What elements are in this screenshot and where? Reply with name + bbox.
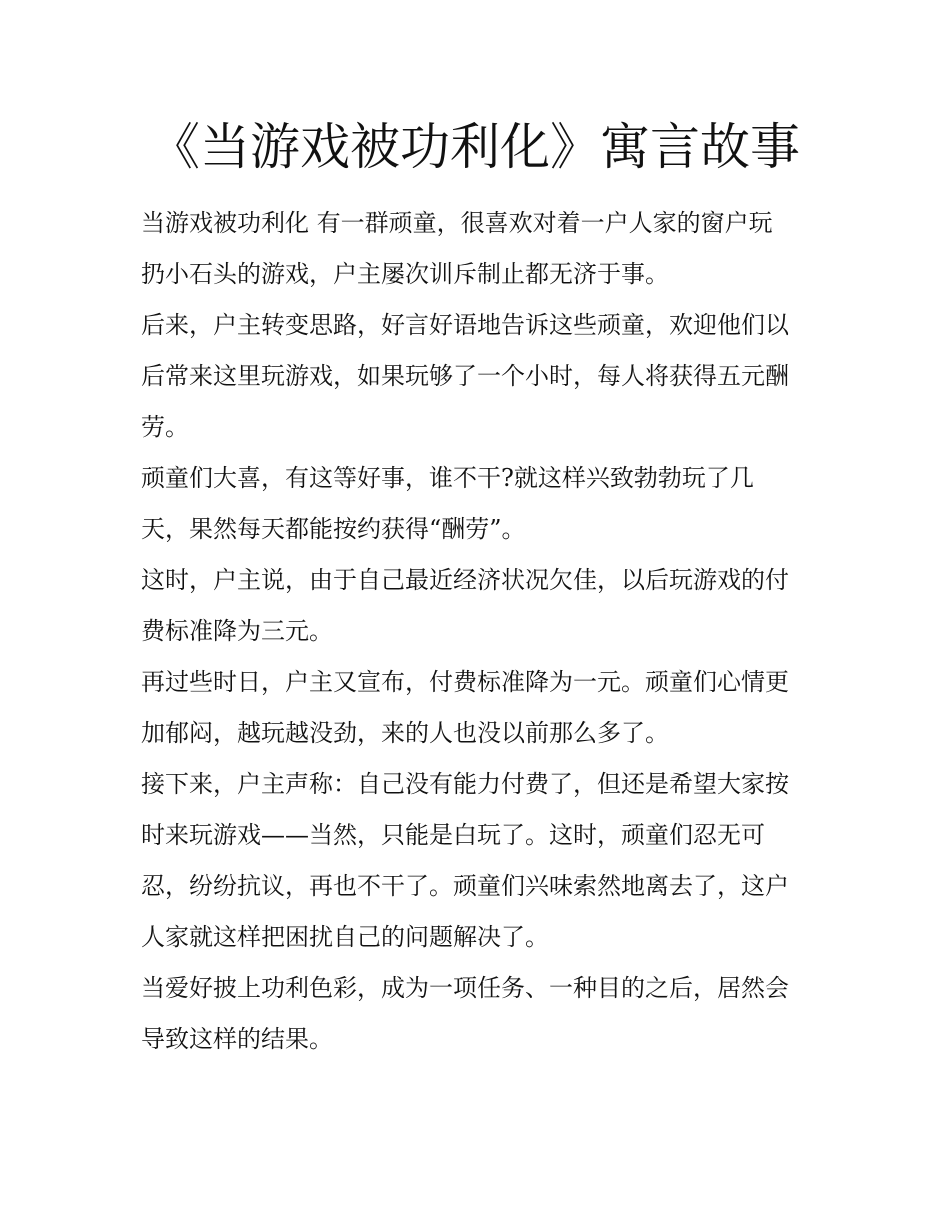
paragraph-line: 劳。	[141, 413, 189, 441]
paragraph-4	[141, 555, 816, 657]
paragraph-line: 后来，户主转变思路，好言好语地告诉这些顽童，欢迎他们以	[141, 311, 789, 339]
document-body	[141, 198, 816, 1065]
paragraph-line: 导致这样的结果。	[141, 1025, 333, 1053]
paragraph-line: 时来玩游戏——当然，只能是白玩了。这时，顽童们忍无可	[141, 821, 765, 849]
paragraph-line: 接下来，户主声称：自己没有能力付费了，但还是希望大家按	[141, 770, 789, 798]
paragraph-line: 当爱好披上功利色彩，成为一项任务、一种目的之后，居然会	[141, 974, 789, 1002]
paragraph-line: 天，果然每天都能按约获得“酬劳”。	[141, 515, 526, 543]
paragraph-2	[141, 300, 816, 453]
document-title: 《当游戏被功利化》寓言故事	[150, 118, 800, 176]
paragraph-1	[141, 198, 816, 300]
paragraph-line: 当游戏被功利化 有一群顽童，很喜欢对着一户人家的窗户玩	[141, 209, 773, 237]
paragraph-line: 费标准降为三元。	[141, 617, 333, 645]
paragraph-5	[141, 657, 816, 759]
paragraph-line: 忍，纷纷抗议，再也不干了。顽童们兴味索然地离去了，这户	[141, 872, 789, 900]
paragraph-3	[141, 453, 816, 555]
paragraph-line: 加郁闷，越玩越没劲，来的人也没以前那么多了。	[141, 719, 669, 747]
paragraph-line: 扔小石头的游戏，户主屡次训斥制止都无济于事。	[141, 260, 669, 288]
paragraph-6	[141, 759, 816, 963]
paragraph-line: 这时，户主说，由于自己最近经济状况欠佳，以后玩游戏的付	[141, 566, 789, 594]
paragraph-line: 后常来这里玩游戏，如果玩够了一个小时，每人将获得五元酬	[141, 362, 789, 390]
paragraph-line: 再过些时日，户主又宣布，付费标准降为一元。顽童们心情更	[141, 668, 789, 696]
paragraph-line: 人家就这样把困扰自己的问题解决了。	[141, 923, 549, 951]
paragraph-line: 顽童们大喜，有这等好事，谁不干?就这样兴致勃勃玩了几	[141, 464, 754, 492]
paragraph-7	[141, 963, 816, 1065]
